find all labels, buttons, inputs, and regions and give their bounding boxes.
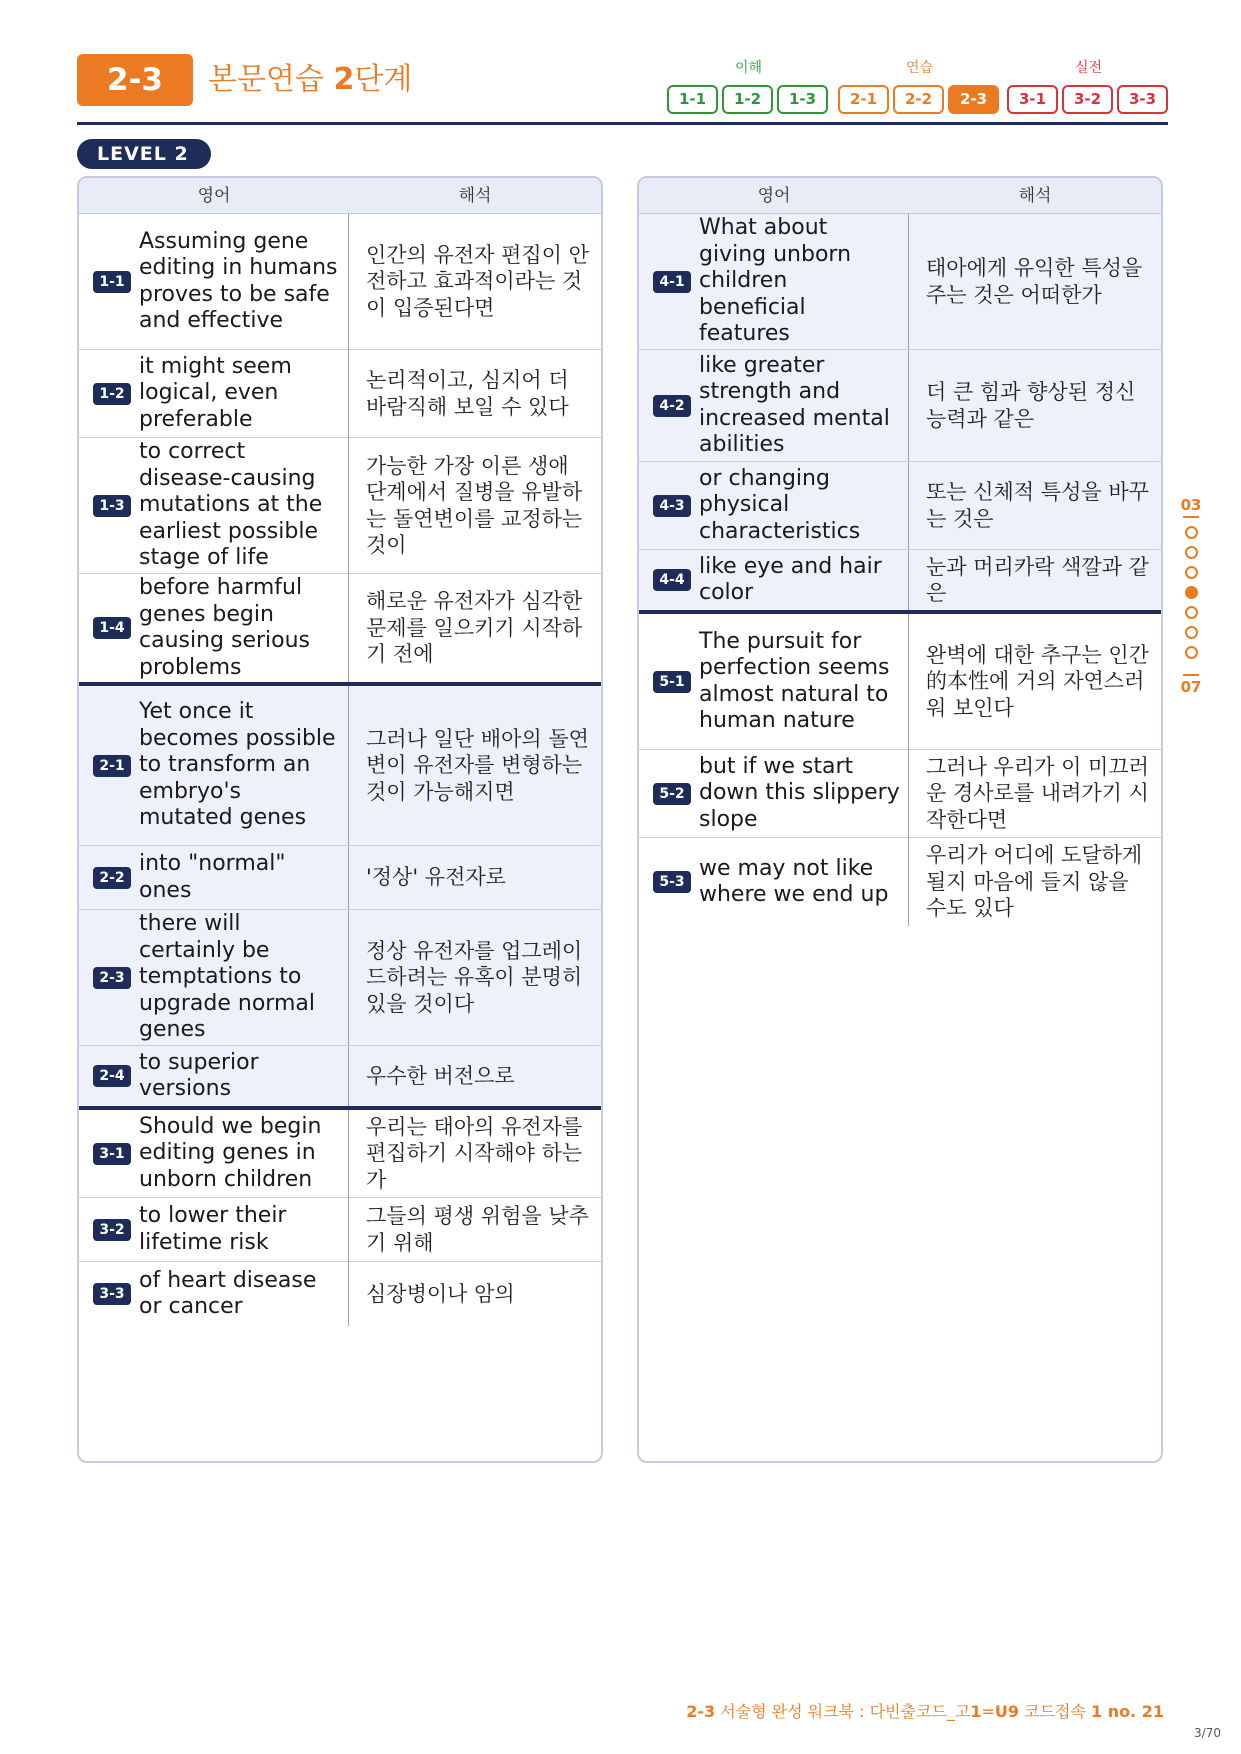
level-badge: LEVEL 2 bbox=[77, 139, 211, 169]
sentence-table-left bbox=[77, 176, 603, 1463]
sentence-number-badge: 5-1 bbox=[653, 671, 691, 693]
korean-translation: 그들의 평생 위험을 낮추기 위해 bbox=[366, 1204, 589, 1255]
korean-translation: 태아에게 유익한 특성을 주는 것은 어떠한가 bbox=[926, 256, 1143, 307]
tracker-divider bbox=[1183, 674, 1199, 676]
korean-cell bbox=[349, 910, 601, 1045]
korean-cell bbox=[909, 350, 1161, 461]
english-cell bbox=[639, 550, 909, 610]
english-phrase: into "normal" ones bbox=[139, 851, 286, 903]
korean-translation: 심장병이나 암의 bbox=[366, 1281, 515, 1306]
korean-cell bbox=[909, 838, 1161, 926]
english-cell bbox=[79, 1046, 349, 1106]
footer-text: 서술형 완성 워크북 : 다빈출코드_고 bbox=[715, 1702, 971, 1721]
stage-chip-2-2[interactable]: 2-2 bbox=[893, 85, 944, 114]
korean-cell bbox=[349, 574, 601, 682]
english-phrase: Assuming gene editing in humans proves to be safe and effective bbox=[139, 228, 338, 333]
header-divider bbox=[77, 122, 1168, 125]
footer-bold: 1 no. 21 bbox=[1091, 1702, 1164, 1721]
sentence-number-badge: 4-1 bbox=[653, 271, 691, 293]
footer-text: = bbox=[981, 1702, 995, 1721]
table-row bbox=[79, 574, 601, 686]
table-row bbox=[79, 438, 601, 574]
korean-translation: 그러나 일단 배아의 돌연변이 유전자를 변형하는 것이 가능해지면 bbox=[366, 726, 589, 804]
stage-group-label: 이해 bbox=[734, 60, 763, 76]
stage-chip-2-1[interactable]: 2-1 bbox=[838, 85, 889, 114]
korean-cell bbox=[349, 214, 601, 349]
progress-dot-current bbox=[1185, 586, 1198, 599]
english-cell bbox=[639, 614, 909, 749]
table-body bbox=[639, 214, 1161, 926]
sentence-number-badge: 2-1 bbox=[93, 755, 131, 777]
korean-cell bbox=[349, 686, 601, 845]
english-phrase: there will certainly be temptations to upgrade normal genes bbox=[139, 911, 315, 1043]
stage-chip-1-2[interactable]: 1-2 bbox=[722, 85, 773, 114]
english-cell bbox=[639, 214, 909, 349]
english-cell bbox=[79, 1110, 349, 1197]
english-cell bbox=[79, 686, 349, 845]
table-row bbox=[639, 614, 1161, 750]
unit-badge: 2-3 bbox=[77, 54, 193, 106]
sentence-number-badge: 3-3 bbox=[93, 1283, 131, 1305]
english-phrase: or changing physical characteristics bbox=[699, 465, 861, 544]
korean-cell bbox=[349, 350, 601, 437]
english-phrase: before harmful genes begin causing serious problems bbox=[139, 575, 311, 680]
english-cell bbox=[79, 1262, 349, 1326]
english-cell bbox=[79, 846, 349, 909]
progress-dot bbox=[1185, 646, 1198, 659]
chapter-progress-tracker bbox=[1176, 496, 1206, 696]
korean-translation: '정상' 유전자로 bbox=[366, 865, 506, 890]
korean-translation: 논리적이고, 심지어 더 바람직해 보일 수 있다 bbox=[366, 368, 569, 419]
table-row bbox=[79, 214, 601, 350]
english-phrase: What about giving unborn children beneficial features bbox=[699, 215, 852, 347]
table-row bbox=[639, 350, 1161, 462]
table-header bbox=[639, 178, 1161, 214]
korean-cell bbox=[909, 462, 1161, 549]
sentence-number-badge: 4-4 bbox=[653, 569, 691, 591]
english-cell bbox=[79, 350, 349, 437]
stage-chip-1-1[interactable]: 1-1 bbox=[667, 85, 718, 114]
table-body bbox=[79, 214, 601, 1326]
table-row bbox=[79, 1110, 601, 1198]
table-row bbox=[79, 1262, 601, 1326]
english-phrase: to superior versions bbox=[139, 1049, 259, 1101]
english-phrase: The pursuit for perfection seems almost natural to human nature bbox=[699, 628, 890, 733]
korean-translation: 눈과 머리카락 색깔과 같은 bbox=[926, 554, 1149, 605]
english-cell bbox=[639, 350, 909, 461]
stage-chip-1-3[interactable]: 1-3 bbox=[777, 85, 828, 114]
sentence-number-badge: 3-2 bbox=[93, 1219, 131, 1241]
footer-bold: 1 bbox=[970, 1702, 982, 1721]
english-phrase: we may not like where we end up bbox=[699, 855, 889, 907]
english-cell bbox=[79, 910, 349, 1045]
sentence-number-badge: 1-3 bbox=[93, 495, 131, 517]
english-phrase: of heart disease or cancer bbox=[139, 1267, 317, 1319]
korean-translation: 우리가 어디에 도달하게 될지 마음에 들지 않을 수도 있다 bbox=[926, 843, 1143, 921]
korean-cell bbox=[909, 750, 1161, 837]
stage-group-understand bbox=[667, 60, 830, 116]
sentence-number-badge: 1-1 bbox=[93, 271, 131, 293]
korean-cell bbox=[349, 846, 601, 909]
page-number: 3/70 bbox=[1194, 1726, 1221, 1740]
english-phrase: to correct disease-causing mutations at the earliest possible stage of life bbox=[139, 439, 323, 571]
english-phrase: but if we start down this slippery slope bbox=[699, 753, 900, 832]
stage-group-real bbox=[1007, 60, 1170, 116]
sentence-number-badge: 1-4 bbox=[93, 617, 131, 639]
progress-dot bbox=[1185, 546, 1198, 559]
korean-translation: 우수한 버전으로 bbox=[366, 1063, 515, 1088]
progress-dot bbox=[1185, 566, 1198, 579]
table-row bbox=[79, 686, 601, 846]
footer-text: 코드접속 bbox=[1019, 1702, 1091, 1721]
table-row bbox=[79, 1198, 601, 1262]
korean-cell bbox=[349, 1262, 601, 1326]
table-row bbox=[639, 214, 1161, 350]
table-header bbox=[79, 178, 601, 214]
table-row bbox=[79, 1046, 601, 1110]
english-phrase: to lower their lifetime risk bbox=[139, 1203, 287, 1255]
english-cell bbox=[639, 462, 909, 549]
english-cell bbox=[639, 750, 909, 837]
sentence-table-right bbox=[637, 176, 1163, 1463]
stage-navigator bbox=[667, 60, 1168, 116]
table-row bbox=[79, 350, 601, 438]
english-phrase: Yet once it becomes possible to transform an embryo's mutated genes bbox=[139, 699, 336, 831]
korean-cell bbox=[909, 214, 1161, 349]
page-title-tail: 단계 bbox=[354, 62, 413, 97]
table-row bbox=[639, 838, 1161, 926]
korean-translation: 그러나 우리가 이 미끄러운 경사로를 내려가기 시작한다면 bbox=[926, 754, 1149, 832]
stage-chip-3-1[interactable]: 3-1 bbox=[1007, 85, 1058, 114]
tracker-divider bbox=[1183, 516, 1199, 518]
english-cell bbox=[79, 214, 349, 349]
korean-cell bbox=[909, 550, 1161, 610]
korean-translation: 인간의 유전자 편집이 안전하고 효과적이라는 것이 입증된다면 bbox=[366, 242, 589, 320]
sentence-number-badge: 4-2 bbox=[653, 395, 691, 417]
table-row bbox=[639, 550, 1161, 614]
english-cell bbox=[639, 838, 909, 926]
korean-translation: 또는 신체적 특성을 바꾸는 것은 bbox=[926, 480, 1149, 531]
korean-translation: 더 큰 힘과 향상된 정신 능력과 같은 bbox=[926, 380, 1136, 431]
sentence-number-badge: 5-2 bbox=[653, 783, 691, 805]
stage-chip-3-3[interactable]: 3-3 bbox=[1117, 85, 1168, 114]
progress-dot bbox=[1185, 526, 1198, 539]
stage-group-label: 연습 bbox=[905, 60, 934, 76]
korean-translation: 해로운 유전자가 심각한 문제를 일으키기 시작하기 전에 bbox=[366, 589, 583, 667]
page-title-bold: 2 bbox=[333, 62, 355, 97]
footer-unit: 2-3 bbox=[686, 1702, 716, 1721]
stage-chip-2-3[interactable]: 2-3 bbox=[948, 85, 999, 114]
stage-group-label: 실전 bbox=[1074, 60, 1103, 76]
page-title-plain: 본문연습 bbox=[208, 62, 334, 97]
korean-cell bbox=[349, 438, 601, 573]
korean-cell bbox=[909, 614, 1161, 749]
sentence-number-badge: 1-2 bbox=[93, 383, 131, 405]
stage-chip-3-2[interactable]: 3-2 bbox=[1062, 85, 1113, 114]
korean-translation: 가능한 가장 이른 생애 단계에서 질병을 유발하는 돌연변이를 교정하는 것이 bbox=[366, 453, 583, 557]
tracker-start-number: 03 bbox=[1180, 496, 1202, 514]
column-header-korean: 해석 bbox=[1018, 186, 1052, 206]
korean-translation: 완벽에 대한 추구는 인간的本性에 거의 자연스러워 보인다 bbox=[926, 642, 1149, 720]
korean-translation: 우리는 태아의 유전자를 편집하기 시작해야 하는가 bbox=[366, 1114, 583, 1192]
sentence-number-badge: 2-4 bbox=[93, 1065, 131, 1087]
english-phrase: Should we begin editing genes in unborn children bbox=[139, 1113, 322, 1192]
sentence-number-badge: 4-3 bbox=[653, 495, 691, 517]
english-phrase: it might seem logical, even preferable bbox=[139, 353, 292, 432]
english-phrase: like eye and hair color bbox=[699, 553, 882, 605]
english-cell bbox=[79, 1198, 349, 1261]
tracker-end-number: 07 bbox=[1180, 678, 1202, 696]
progress-dot bbox=[1185, 606, 1198, 619]
sentence-number-badge: 3-1 bbox=[93, 1143, 131, 1165]
sentence-number-badge: 2-3 bbox=[93, 967, 131, 989]
footer-source bbox=[686, 1699, 1164, 1722]
english-phrase: like greater strength and increased mental abilities bbox=[699, 352, 890, 457]
korean-cell bbox=[349, 1198, 601, 1261]
progress-dot bbox=[1185, 626, 1198, 639]
table-row bbox=[639, 750, 1161, 838]
korean-cell bbox=[349, 1046, 601, 1106]
table-row bbox=[79, 846, 601, 910]
sentence-number-badge: 5-3 bbox=[653, 871, 691, 893]
table-row bbox=[639, 462, 1161, 550]
english-cell bbox=[79, 438, 349, 573]
stage-group-practice bbox=[838, 60, 1001, 116]
page-title bbox=[208, 58, 412, 102]
footer-bold: U9 bbox=[994, 1702, 1019, 1721]
korean-cell bbox=[349, 1110, 601, 1197]
column-header-korean: 해석 bbox=[458, 186, 492, 206]
sentence-number-badge: 2-2 bbox=[93, 867, 131, 889]
korean-translation: 정상 유전자를 업그레이드하려는 유혹이 분명히 있을 것이다 bbox=[366, 938, 583, 1016]
column-header-english: 영어 bbox=[197, 186, 231, 206]
page-header bbox=[77, 54, 1168, 124]
table-row bbox=[79, 910, 601, 1046]
column-header-english: 영어 bbox=[757, 186, 791, 206]
english-cell bbox=[79, 574, 349, 682]
